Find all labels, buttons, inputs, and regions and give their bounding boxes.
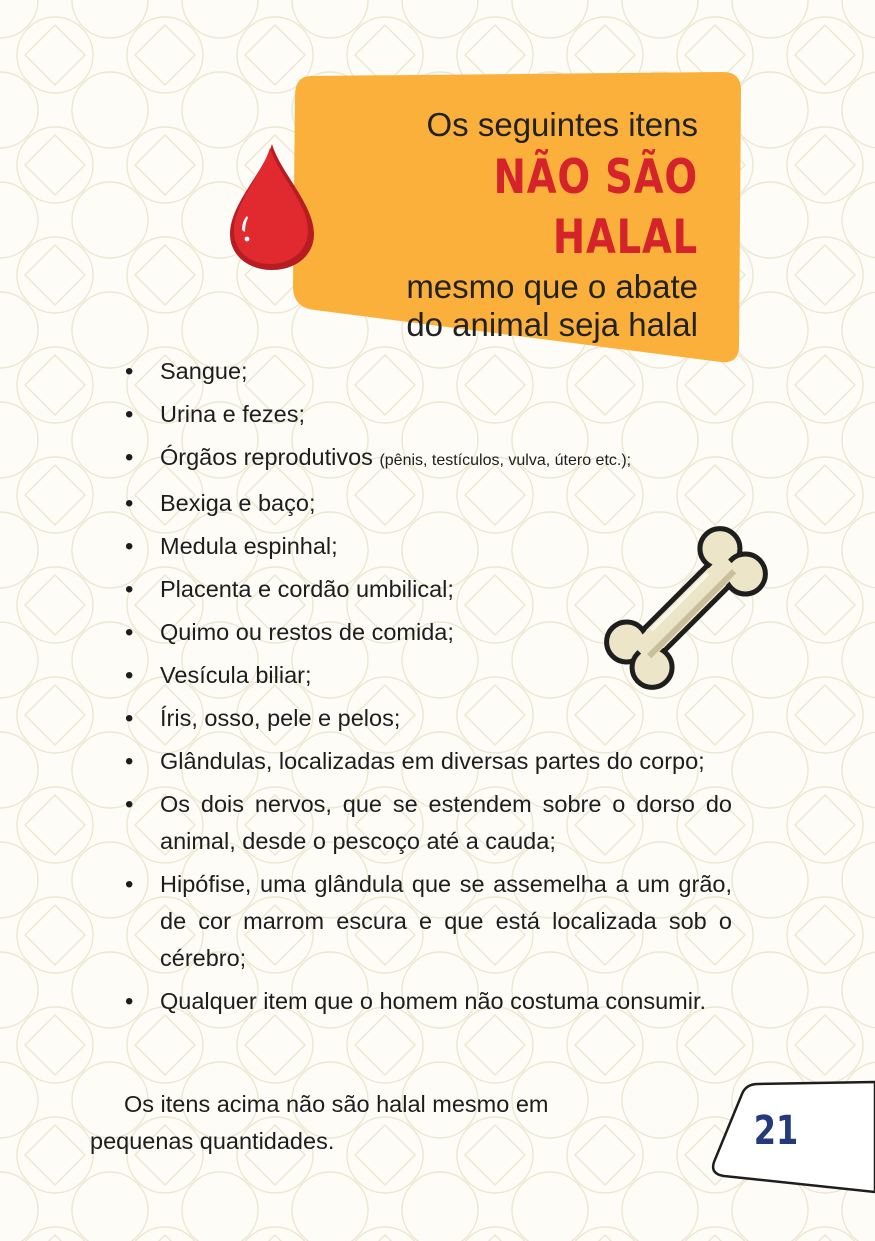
list-item: • Urina e fezes; xyxy=(125,396,732,433)
list-item: • Sangue; xyxy=(125,353,732,390)
list-item-note: (pênis, testículos, vulva, útero etc.); xyxy=(379,452,632,469)
list-item: • Vesícula biliar; xyxy=(125,657,732,694)
banner-subtitle-line2: do animal seja halal xyxy=(406,306,698,343)
list-item: • Íris, osso, pele e pelos; xyxy=(125,700,732,737)
banner-headline: NÃO SÃO HALAL xyxy=(493,150,698,265)
list-item: • Quimo ou restos de comida; xyxy=(125,614,732,651)
footer-paragraph xyxy=(90,1086,610,1160)
list-item: • Os dois nervos, que se estendem sobre o dorso do animal, desde o pescoço até a cauda; xyxy=(125,786,732,860)
list-item: • Qualquer item que o homem não costuma consumir. xyxy=(125,983,732,1020)
blood-drop-icon xyxy=(228,142,316,272)
list-item: • Placenta e cordão umbilical; xyxy=(125,571,732,608)
footer-line1: Os itens acima não são halal mesmo em xyxy=(124,1091,549,1117)
page-number: 21 xyxy=(753,1108,799,1154)
list-item: • Hipófise, uma glândula que se assemelha a um grão, de cor marrom escura e que está localizada sob o cérebro; xyxy=(125,866,732,977)
non-halal-list xyxy=(125,353,732,1026)
list-item: • Bexiga e baço; xyxy=(125,485,732,522)
banner-text xyxy=(340,102,698,344)
banner-subtitle-line1: mesmo que o abate xyxy=(406,268,698,305)
banner-intro: Os seguintes itens xyxy=(426,106,698,143)
list-item: • Órgãos reprodutivos (pênis, testículos, vulva, útero etc.); xyxy=(125,439,732,479)
footer-line2: pequenas quantidades. xyxy=(90,1128,335,1154)
list-item: • Glândulas, localizadas em diversas partes do corpo; xyxy=(125,743,732,780)
list-item: • Medula espinhal; xyxy=(125,528,732,565)
